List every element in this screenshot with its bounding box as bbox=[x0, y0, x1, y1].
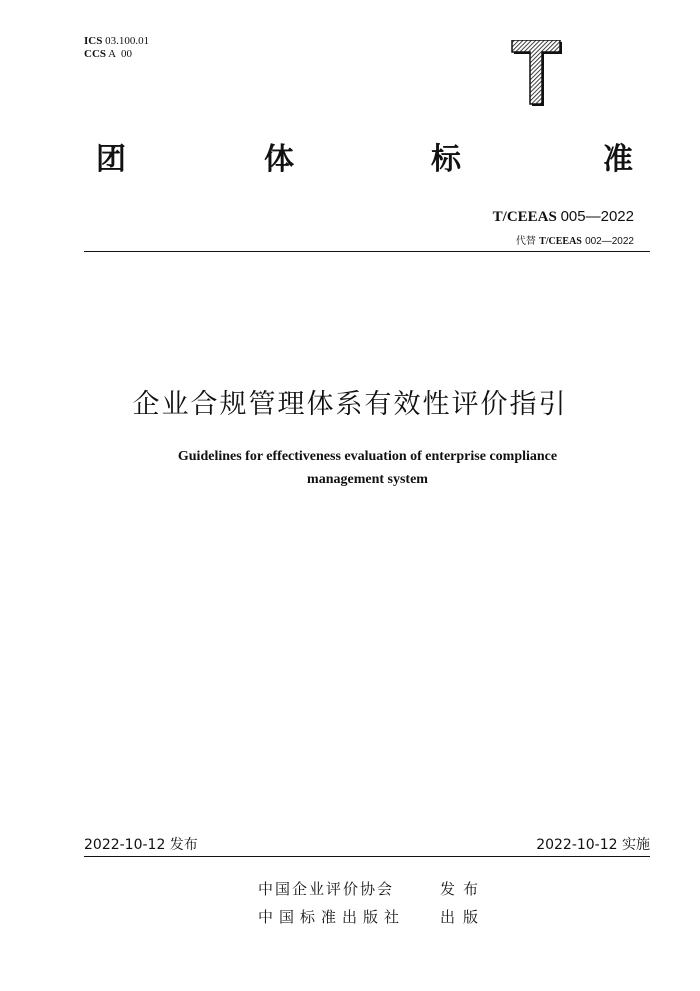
replaces-standard: 代替 T/CEEAS 002—2022 bbox=[515, 236, 634, 247]
classification-codes bbox=[84, 35, 149, 61]
document-title-cn: 企业合规管理体系有效性评价指引 bbox=[132, 389, 568, 420]
standard-number: T/CEEAS 005—2022 bbox=[492, 208, 634, 225]
printer-org: 中国标准出版社 bbox=[258, 908, 406, 926]
publisher-org: 中国企业评价协会 bbox=[258, 880, 395, 898]
document-title-en bbox=[120, 445, 615, 491]
bottom-divider bbox=[84, 856, 650, 857]
implement-date: 2022-10-12 实施 bbox=[536, 837, 650, 853]
ics-code: ICS 03.100.01 bbox=[84, 35, 150, 47]
standard-type-t-logo bbox=[510, 40, 566, 108]
ccs-code: CCS A 00 bbox=[84, 48, 133, 60]
printer-action: 出版 bbox=[440, 908, 487, 926]
publisher-action: 发布 bbox=[440, 880, 487, 898]
title-en-line-2: management system bbox=[307, 472, 428, 487]
category-char-2: 体 bbox=[264, 142, 294, 177]
category-char-4: 准 bbox=[603, 142, 633, 177]
publish-date: 2022-10-12 发布 bbox=[84, 837, 198, 853]
category-char-3: 标 bbox=[431, 142, 461, 177]
category-char-1: 团 bbox=[96, 142, 126, 177]
title-en-line-1: Guidelines for effectiveness evaluation of enterprise compliance bbox=[177, 449, 558, 464]
top-divider bbox=[84, 251, 650, 252]
